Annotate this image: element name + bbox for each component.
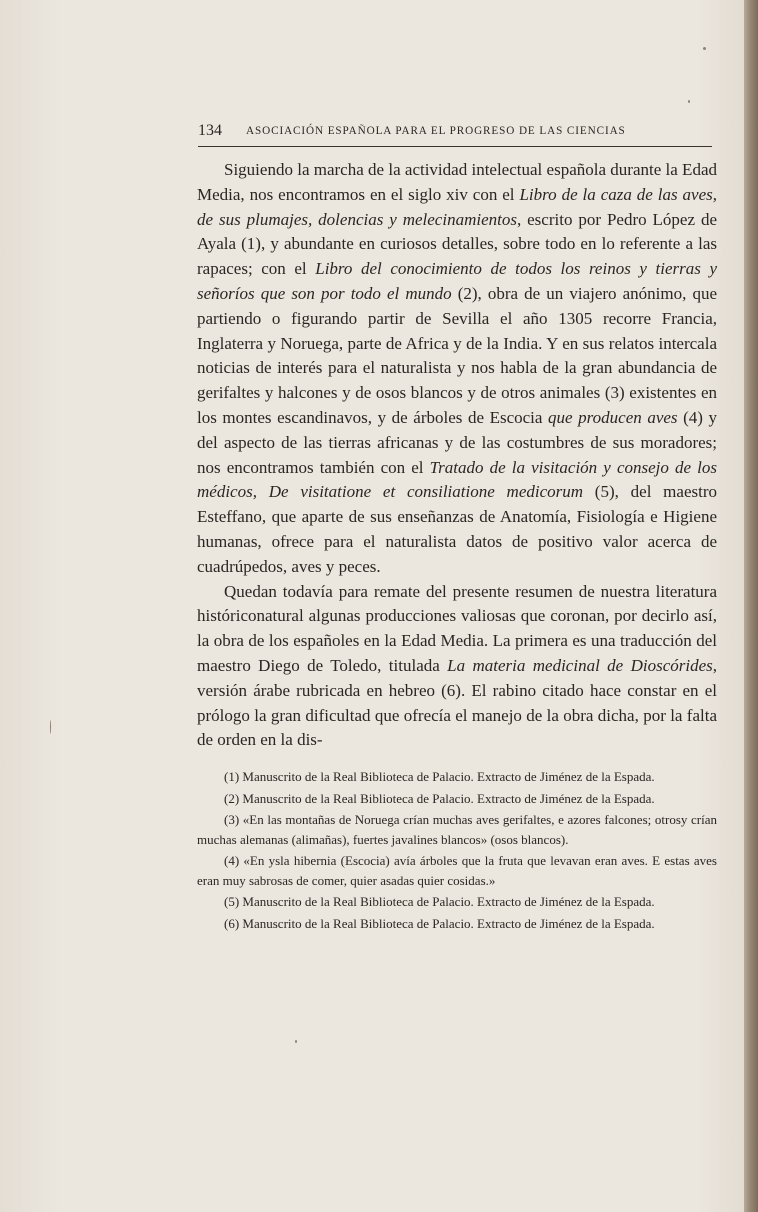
paper-speck bbox=[50, 720, 51, 734]
paper-speck bbox=[688, 100, 690, 103]
paragraph: Siguiendo la marcha de la actividad intelectual española durante la Edad Media, nos encontramos en el siglo xiv con el Libro de la caza de las aves, de sus plumajes, dolencias y melecinamientos, escrito por Pedro López de Ayala (1), y abundante en curiosos detalles, sobre todo en lo referente a las rapaces; con el Libro del conocimiento de todos los reinos y tierras y señoríos que son por todo el mundo (2), obra de un viajero anónimo, que partiendo o figurando partir de Sevilla el año 1305 recorre Francia, Inglaterra y Noruega, parte de Africa y de la India. Y en sus relatos intercala noticias de interés para el naturalista y nos habla de la gran abundancia de gerifaltes y halcones y de osos blancos y de otros animales (3) existentes en los montes escandinavos, y de árboles de Escocia que producen aves (4) y del aspecto de las tierras africanas y de las costumbres de sus moradores; nos encontramos también con el Tratado de la visitación y consejo de los médicos, De visitatione et consiliatione medicorum (5), del maestro Esteffano, que aparte de sus enseñanzas de Anatomía, Fisiología e Higiene humanas, ofrece para el naturalista datos de positivo valor acerca de cuadrúpedos, aves y peces. bbox=[197, 160, 718, 576]
running-title: ASOCIACIÓN ESPAÑOLA PARA EL PROGRESO DE LAS CIENCIAS bbox=[246, 125, 626, 137]
page-number: 134 bbox=[198, 122, 222, 139]
paper-speck bbox=[703, 47, 706, 50]
paper-speck bbox=[295, 1040, 297, 1043]
paragraph: Quedan todavía para remate del presente resumen de nuestra literatura históriconatural algunas producciones valiosas que coronan, por decirlo así, la obra de los españoles en la Edad Media. La primera es una traducción del maestro Diego de Toledo, titulada La materia medicinal de Dioscórides, versión árabe rubricada en hebreo (6). El rabino citado hace constar en el prólogo la gran dificultad que ofrecía el manejo de la obra dicha, por la falta de orden en la dis- bbox=[197, 581, 717, 750]
footnote-1: (1) Manuscrito de la Real Biblioteca de Palacio. Extracto de Jiménez de la Espada. bbox=[224, 769, 655, 784]
page-edge-shadow bbox=[744, 0, 758, 1212]
footnotes bbox=[197, 767, 717, 935]
footnote-6: (6) Manuscrito de la Real Biblioteca de Palacio. Extracto de Jiménez de la Espada. bbox=[224, 915, 655, 931]
footnote-5: (5) Manuscrito de la Real Biblioteca de Palacio. Extracto de Jiménez de la Espada. bbox=[224, 894, 655, 909]
footnote-4: (4) «En ysla hibernia (Escocia) avía árboles que la fruta que levavan eran aves. E estas aves eran muy sabrosas de comer, quier asadas quier cosidas.» bbox=[197, 853, 717, 888]
footnote-3: (3) «En las montañas de Noruega crían muchas aves gerifaltes, e azores falcones; otrosy crían muchas alemanas (alimañas), fuertes javalines blancos» (osos blancos). bbox=[197, 812, 717, 847]
page-header bbox=[198, 122, 712, 147]
footnote-2: (2) Manuscrito de la Real Biblioteca de Palacio. Extracto de Jiménez de la Espada. bbox=[224, 790, 655, 806]
body-text bbox=[197, 158, 717, 753]
